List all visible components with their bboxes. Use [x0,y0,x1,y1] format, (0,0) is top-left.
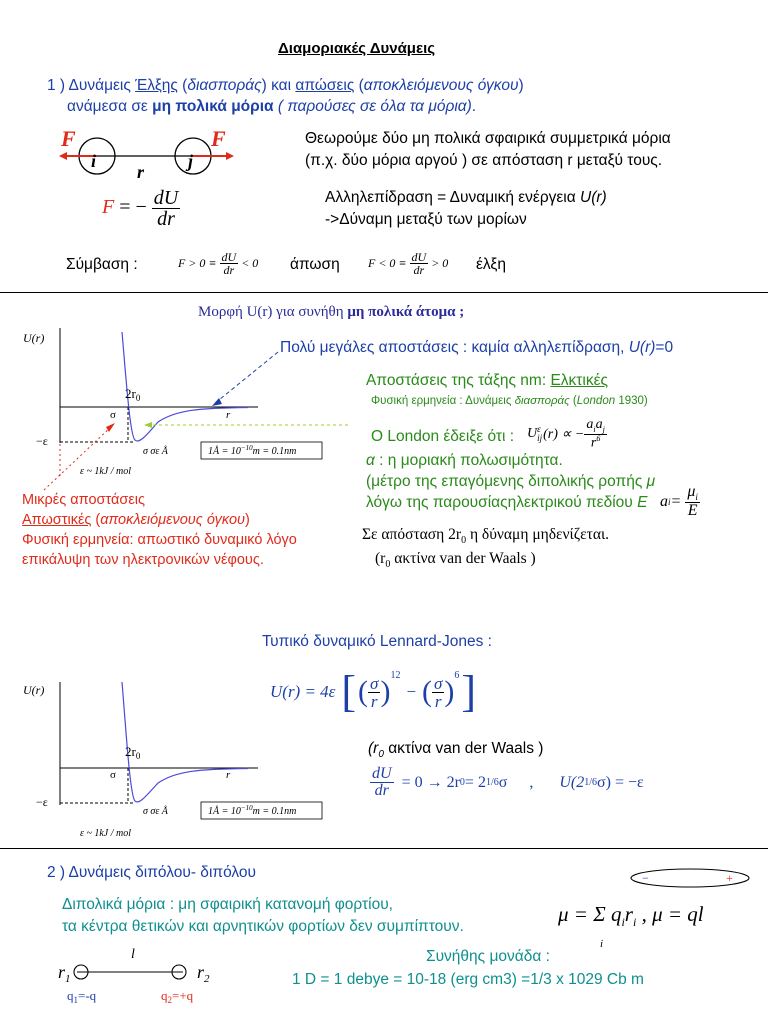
text: (r [375,550,386,567]
text: αποκλειόμενους όγκου [363,77,519,94]
text: απώσεις [295,77,355,94]
text: London [576,395,616,407]
text: > 0 [431,256,449,270]
text: = [670,492,682,510]
van-der-waals-note [375,550,536,570]
frac-num: dU [153,187,179,209]
frac-num: σ [370,673,379,693]
text: a [586,417,594,432]
text: ( [354,77,364,94]
text: (r) ∝ − [543,426,585,442]
text: ε [537,424,541,435]
r0-label: $2r_0$ [125,386,141,403]
frac-num: dU [372,765,392,782]
text: σ) = −ε [597,773,644,791]
text: ακτίνα van der Waals ) [390,550,536,567]
pointer-line-blue [214,352,278,404]
text-line: Θεωρούμε δύο μη πολικά σφαιρικά συμμετρικά μόρια [305,130,671,147]
text: μ = Σ q [558,902,622,926]
text: i [593,424,596,434]
text: Πολύ μεγάλες αποστάσεις : καμία αλληλεπίδραση, [280,339,629,356]
text: i [632,915,637,930]
text: 1/6 [485,777,499,788]
label-r: r [137,162,145,182]
text: F > 0 ≡ [178,256,217,270]
frac-den: dr [223,263,235,277]
frac-den: r [434,691,442,711]
london-formula [527,418,607,450]
text: =0 [655,339,674,356]
dipole-ellipse [628,866,752,890]
text-line: Φυσική ερμηνεία: απωστικό δυναμικό λόγο [22,532,297,548]
text: ) [518,77,524,94]
force-arrowhead-right [226,152,234,160]
text-line: ->Δύναμη μεταξύ των μορίων [325,211,527,228]
text: . [471,98,477,115]
paren-open: ( [422,675,433,708]
text-line: επικάλυψη των ηλεκτρονικών νέφους. [22,552,264,568]
text: ακτίνα van der Waals ) [383,740,544,757]
text: μη πολικά άτομα ; [347,304,465,320]
text: F < 0 ≡ [368,256,407,270]
two-molecules-figure [55,122,240,184]
text: − [406,682,417,701]
text: < 0 [241,256,259,270]
consider-text [305,128,671,172]
text: Αλληλεπίδραση = Δυναμική ενέργεια [325,189,581,206]
text: Έλξης [135,77,178,94]
text: ( [569,395,577,407]
paren-close: ) [444,675,455,708]
text: r [624,902,633,926]
text: ) και [261,77,296,94]
text: U(r) [628,339,656,356]
text-line: Μικρές αποστάσεις [22,492,146,508]
text: 1930) [615,395,648,407]
text: μη πολικά μόρια [152,98,274,115]
r1-label: $r_1$ [58,962,71,985]
paren-close: ) [380,675,391,708]
y-axis-label: U(r) [23,683,45,697]
r0-label: $2r_0$ [125,744,141,761]
bracket-close: ] [461,667,477,716]
plus-charge: + [726,871,733,885]
text: F [102,196,115,219]
text: λόγω της παρουσίαςηλεκτρικού πεδίου [366,494,638,511]
r2-label: $r_2$ [197,962,210,985]
dipole-definition [62,894,464,938]
text: 0 [378,749,384,761]
text: 12 [390,670,401,681]
physical-interpretation [371,395,648,407]
sigma-label: σ [110,769,116,781]
text: Αποστάσεις της τάξης nm: [366,372,551,389]
zero-force-text [362,526,609,546]
text: (μέτρο της επαγόμενης διπολικής ροπής [366,473,647,490]
r-axis-label: r [226,769,231,781]
polarizability-formula [660,484,700,519]
sigma-label: σ [110,409,116,421]
text: i [695,492,698,503]
text-line: τα κέντρα θετικών και αρνητικών φορτίων δεν συμπίπτουν. [62,918,464,935]
text: U(r) [580,189,607,206]
convention-label: Σύμβαση : [66,256,138,273]
unit-value: 1 D = 1 debye = 10-18 (erg cm3) =1/3 x 1029 Cb m [292,971,644,988]
text: ) [245,512,250,528]
text: 0 [459,777,465,788]
van-der-waals-note-2 [368,740,543,760]
text: 6 [596,433,601,443]
units-text: σ σε Å [143,806,168,817]
text: 0 [385,559,391,571]
short-distance-text [22,490,297,570]
text: μ [687,483,696,500]
frac-den: dr [413,263,425,277]
text: = 0 → 2r [401,773,460,791]
text: , μ = ql [636,902,704,926]
frac-num: dU [411,250,427,264]
text: a [595,417,603,432]
attraction-label: έλξη [476,256,506,273]
text: = 2 [464,773,486,791]
text: αποκλειόμενους όγκου [100,512,245,528]
text: U(2 [559,773,585,791]
text: r [590,435,597,451]
text: Μορφή U(r) για συνήθη [198,304,348,320]
text: 1/6 [584,777,598,788]
text: , [529,773,534,791]
text: μ [646,473,656,490]
text: ( [91,512,101,528]
text: i [621,915,625,930]
r-axis-label: r [226,409,231,421]
q1-label: $q_1=-q$ [67,988,97,1005]
text: Φυσική ερμηνεία : Δυνάμεις [371,395,515,407]
frac-num: σ [434,673,443,693]
q2-label: $q_2=+q$ [161,988,194,1005]
force-arrowhead-left [59,152,67,160]
frac-num [584,418,606,435]
force-equation [102,188,180,229]
text: U [527,426,538,442]
red-pointer [40,420,130,492]
frac-num [685,484,700,503]
minus-epsilon-label: −ε [36,795,48,809]
text: διασποράς [514,395,570,407]
text: η δύναμη μηδενίζεται. [466,526,610,543]
page-title: Διαμοριακές Δυνάμεις [278,40,436,57]
paren-open: ( [358,675,369,708]
section1-heading-line2 [67,98,476,116]
convention-attraction-eq [368,251,448,276]
text: 1 ) Δυνάμεις [47,77,136,94]
epsilon-units: ε ~ 1kJ / mol [80,828,132,839]
unit-label: Συνήθης μονάδα : [426,948,550,965]
epsilon-units: ε ~ 1kJ / mol [80,466,132,477]
text: 6 [454,670,460,681]
units-box-text: 1Å = $10^{-10}m = 0.1nm$ [208,444,297,457]
units-text: σ σε Å [143,446,168,457]
minimum-condition [370,766,644,799]
text: (r [368,740,379,757]
panel2-heading: Τυπικό δυναμικό Lennard-Jones : [262,633,492,650]
interaction-text [325,187,607,231]
text: U(r) = 4ε [270,682,336,701]
text: j [602,424,605,434]
frac-num: dU [221,250,237,264]
label-i: i [91,151,97,171]
pointer-line [44,426,112,490]
divider [0,848,768,849]
text: Σε απόσταση 2r [362,526,462,543]
text: i [668,496,671,507]
text: a [660,492,668,510]
divider [0,292,768,293]
convention-repulsion-eq [178,251,258,276]
bracket-open: [ [341,667,357,716]
text: σ [498,773,508,791]
frac-den: E [687,502,698,520]
text: : η μοριακή πολωσιμότητα. [374,452,563,469]
text: διασποράς [187,77,262,94]
text: 0 [461,535,467,547]
text: E [637,494,648,511]
text: ( παρούσες σε όλα τα μόρια) [273,98,472,115]
text: Ελκτικές [550,372,608,389]
minus-epsilon-label: −ε [36,434,48,448]
section2-heading: 2 ) Δυνάμεις διπόλου- διπόλου [47,864,257,881]
repulsion-label: άπωση [290,256,340,273]
text-line: (π.χ. δύο μόρια αργού ) σε απόσταση r μεταξύ τους. [305,152,663,169]
text: α [366,452,375,469]
polarizability-text [366,450,655,513]
frac-den: dr [374,782,389,799]
lennard-jones-formula [270,667,477,716]
dipole-figure [55,942,235,1010]
frac-den [589,435,602,451]
text-line: Διπολικά μόρια : μη σφαιρική κατανομή φορτίου, [62,896,393,913]
units-box-text: 1Å = $10^{-10}m = 0.1nm$ [208,804,297,817]
nm-distance-text [366,372,608,390]
force-label-left: F [61,126,76,151]
minus-charge: − [642,871,649,885]
force-label-right: F [211,126,226,151]
frac-den: dr [157,208,175,230]
text: ανάμεσα σε [67,98,153,115]
frac-den: r [370,691,378,711]
text: ij [537,433,543,444]
length-label: l [131,947,135,962]
far-distance-text [280,339,673,357]
sum-index: i [600,938,604,950]
label-j: j [188,151,194,171]
pointer-head-blue [212,398,222,406]
text: = − [114,196,147,219]
potential-curve [122,682,248,802]
text: Απωστικές [22,512,92,528]
y-axis-label: U(r) [23,331,45,345]
london-text: O London έδειξε ότι : [371,428,515,445]
pointer-head-green [144,422,152,428]
section1-heading-line1 [47,77,524,95]
text: ( [177,77,188,94]
dipole-moment-formula [558,902,704,930]
